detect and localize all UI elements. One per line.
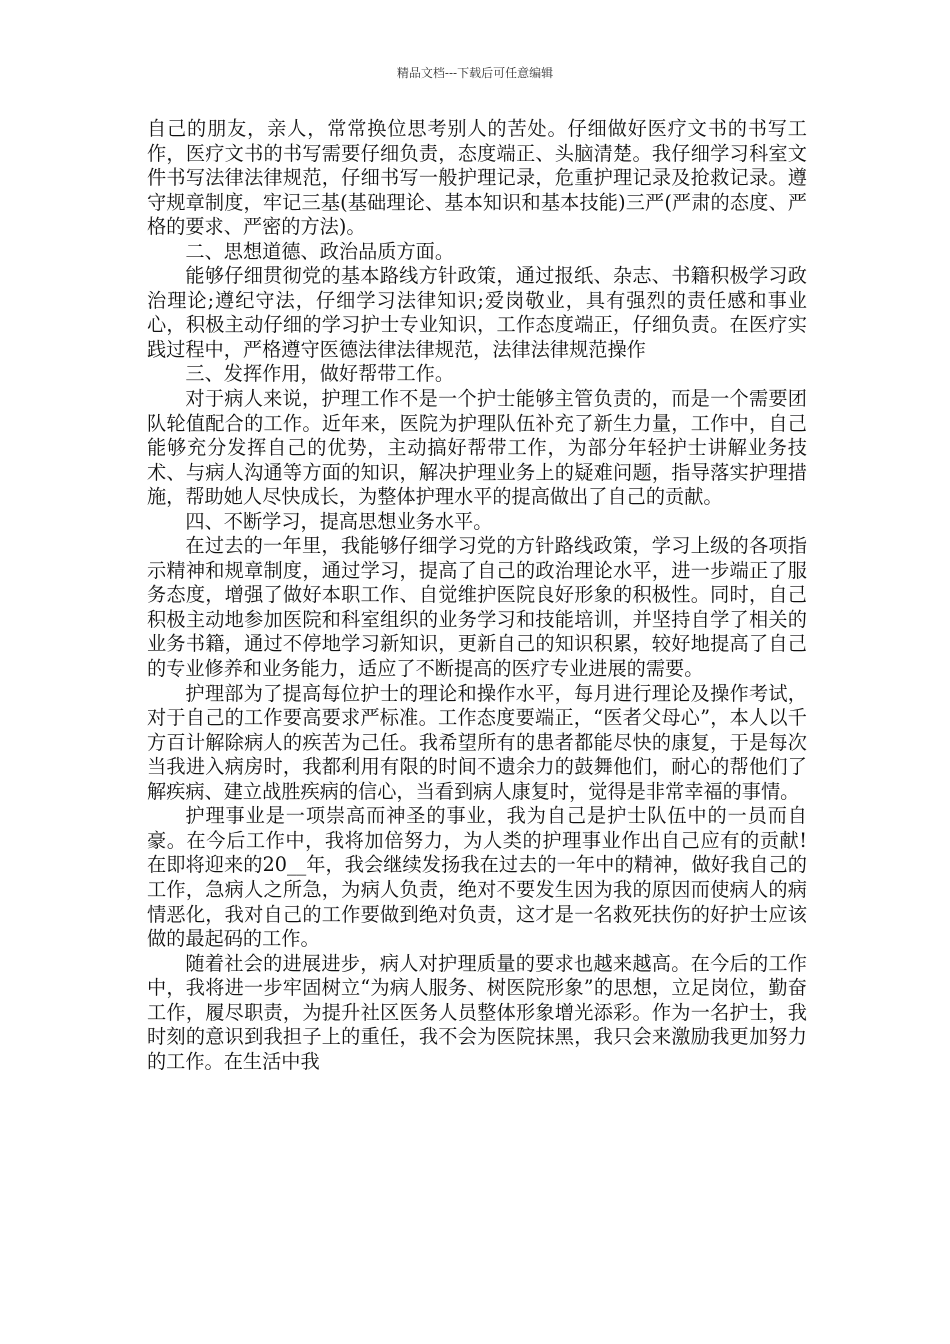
section-heading: 三、发挥作用，做好帮带工作。 (185, 362, 455, 386)
paragraph: 自己的朋友，亲人，常常换位思考别人的苦处。仔细做好医疗文书的书写工作，医疗文书的书写需要仔细负责，态度端正、头脑清楚。我仔细学习科室文件书写法律法律规范，仔细书写一般护理记录，危重护理记录及抢救记录。遵守规章制度，牢记三基(基础理论、基本知识和基本技能)三严(严肃的态度、严格的要求、严密的方法)。 (147, 117, 807, 239)
section-heading: 四、不断学习，提高思想业务水平。 (185, 509, 493, 533)
document-body (147, 117, 807, 1074)
paragraph: 在过去的一年里，我能够仔细学习党的方针路线政策，学习上级的各项指示精神和规章制度，通过学习，提高了自己的政治理论水平，进一步端正了服务态度，增强了做好本职工作、自觉维护医院良好形象的积极性。同时，自己积极主动地参加医院和科室组织的业务学习和技能培训，并坚持自学了相关的业务书籍，通过不停地学习新知识，更新自己的知识积累，较好地提高了自己的专业修养和业务能力，适应了不断提高的医疗专业进展的需要。 (147, 534, 807, 681)
paragraph: 随着社会的进展进步，病人对护理质量的要求也越来越高。在今后的工作中，我将进一步牢固树立“为病人服务、树医院形象”的思想，立足岗位，勤奋工作，履尽职责，为提升社区医务人员整体形象增光添彩。作为一名护士，我时刻的意识到我担子上的重任，我不会为医院抹黑，我只会来激励我更加努力的工作。在生活中我 (147, 951, 807, 1073)
paragraph: 护理事业是一项崇高而神圣的事业，我为自己是护士队伍中的一员而自豪。在今后工作中，我将加倍努力，为人类的护理事业作出自己应有的贡献!在即将迎来的20__年，我会继续发扬我在过去的一年中的精神，做好我自己的工作，急病人之所急，为病人负责，绝对不要发生因为我的原因而使病人的病情恶化，我对自己的工作要做到绝对负责，这才是一名救死扶伤的好护士应该做的最起码的工作。 (147, 804, 807, 951)
paragraph: 护理部为了提高每位护士的理论和操作水平，每月进行理论及操作考试，对于自己的工作要高要求严标准。工作态度要端正，“医者父母心”，本人以千方百计解除病人的疾苦为己任。我希望所有的患者都能尽快的康复，于是每次当我进入病房时，我都利用有限的时间不遗余力的鼓舞他们，耐心的帮他们了解疾病、建立战胜疾病的信心，当看到病人康复时，觉得是非常幸福的事情。 (147, 681, 807, 803)
section-heading: 二、思想道德、政治品质方面。 (185, 239, 455, 263)
paragraph: 能够仔细贯彻党的基本路线方针政策，通过报纸、杂志、书籍积极学习政治理论;遵纪守法，仔细学习法律知识;爱岗敬业，具有强烈的责任感和事业心，积极主动仔细的学习护士专业知识，工作态度端正，仔细负责。在医疗实践过程中，严格遵守医德法律法律规范，法律法律规范操作 (147, 264, 807, 361)
paragraph: 对于病人来说，护理工作不是一个护士能够主管负责的，而是一个需要团队轮值配合的工作。近年来，医院为护理队伍补充了新生力量，工作中，自己能够充分发挥自己的优势，主动搞好帮带工作，为部分年轻护士讲解业务技术、与病人沟通等方面的知识，解决护理业务上的疑难问题，指导落实护理措施，帮助她人尽快成长，为整体护理水平的提高做出了自己的贡献。 (147, 387, 807, 509)
page-header: 精品文档---下载后可任意编辑 (396, 66, 554, 80)
